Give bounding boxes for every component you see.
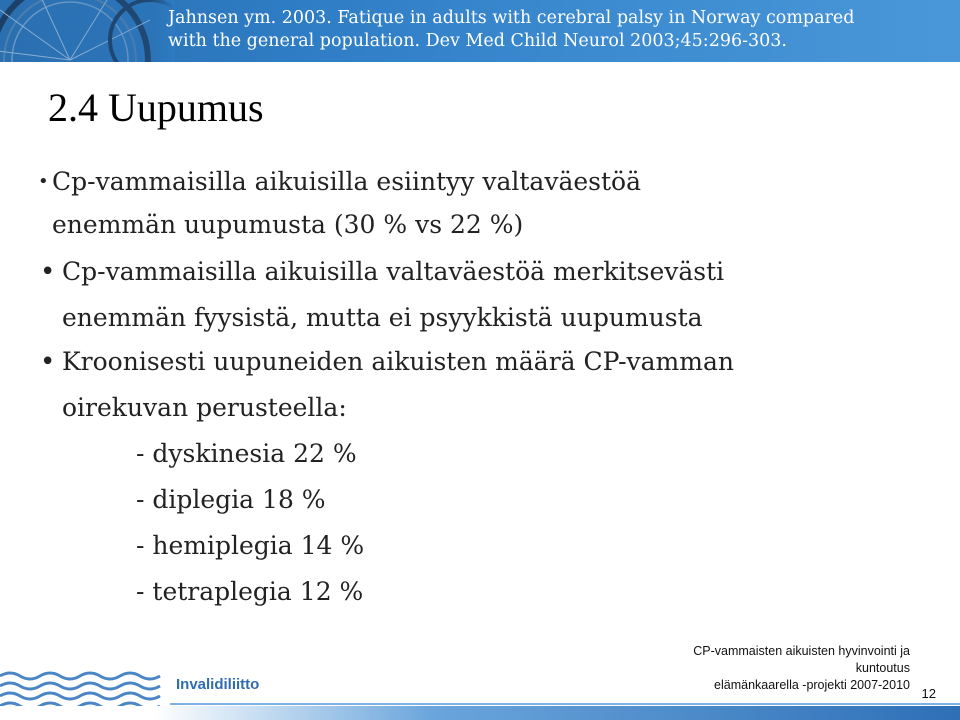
citation-line-1: Jahnsen ym. 2003. Fatique in adults with cerebral palsy in Norway compared [168, 8, 855, 28]
page-number: 12 [921, 686, 936, 701]
project-line-1: CP-vammaisten aikuisten hyvinvointi ja kuntoutus [693, 644, 910, 675]
subitem-hemiplegia: - hemiplegia 14 % [136, 531, 365, 560]
header-band [0, 0, 960, 62]
brand-name: Invalidiliitto [176, 676, 260, 693]
citation-line-2: with the general population. Dev Med Child Neurol 2003;45:296-303. [168, 31, 787, 51]
bullet-dot: • [38, 171, 49, 192]
bullet-3-line-1: Kroonisesti uupuneiden aikuisten määrä CP-vamman [62, 347, 734, 376]
bullet-dot: • [40, 257, 56, 287]
project-line-2: elämänkaarella -projekti 2007-2010 [714, 678, 910, 692]
bullet-1-line-2: enemmän uupumusta (30 % vs 22 %) [52, 210, 524, 239]
bottom-band [0, 706, 960, 720]
bullet-dot: • [40, 347, 56, 377]
project-footer [640, 643, 910, 694]
subitem-dyskinesia: - dyskinesia 22 % [136, 439, 357, 468]
bullet-1-line-1: Cp-vammaisilla aikuisilla esiintyy valtaväestöä [52, 167, 641, 196]
subitem-tetraplegia: - tetraplegia 12 % [136, 577, 364, 606]
footer-rule [170, 703, 960, 705]
subitem-diplegia: - diplegia 18 % [136, 485, 326, 514]
bullet-3-line-2: oirekuvan perusteella: [62, 393, 347, 422]
bullet-2-line-2: enemmän fyysistä, mutta ei psyykkistä uupumusta [62, 303, 703, 332]
wheelchair-wheel-graphic [0, 0, 175, 62]
slide-title: 2.4 Uupumus [48, 85, 264, 130]
citation [168, 7, 948, 53]
bullet-2-line-1: Cp-vammaisilla aikuisilla valtaväestöä merkitsevästi [62, 257, 725, 286]
